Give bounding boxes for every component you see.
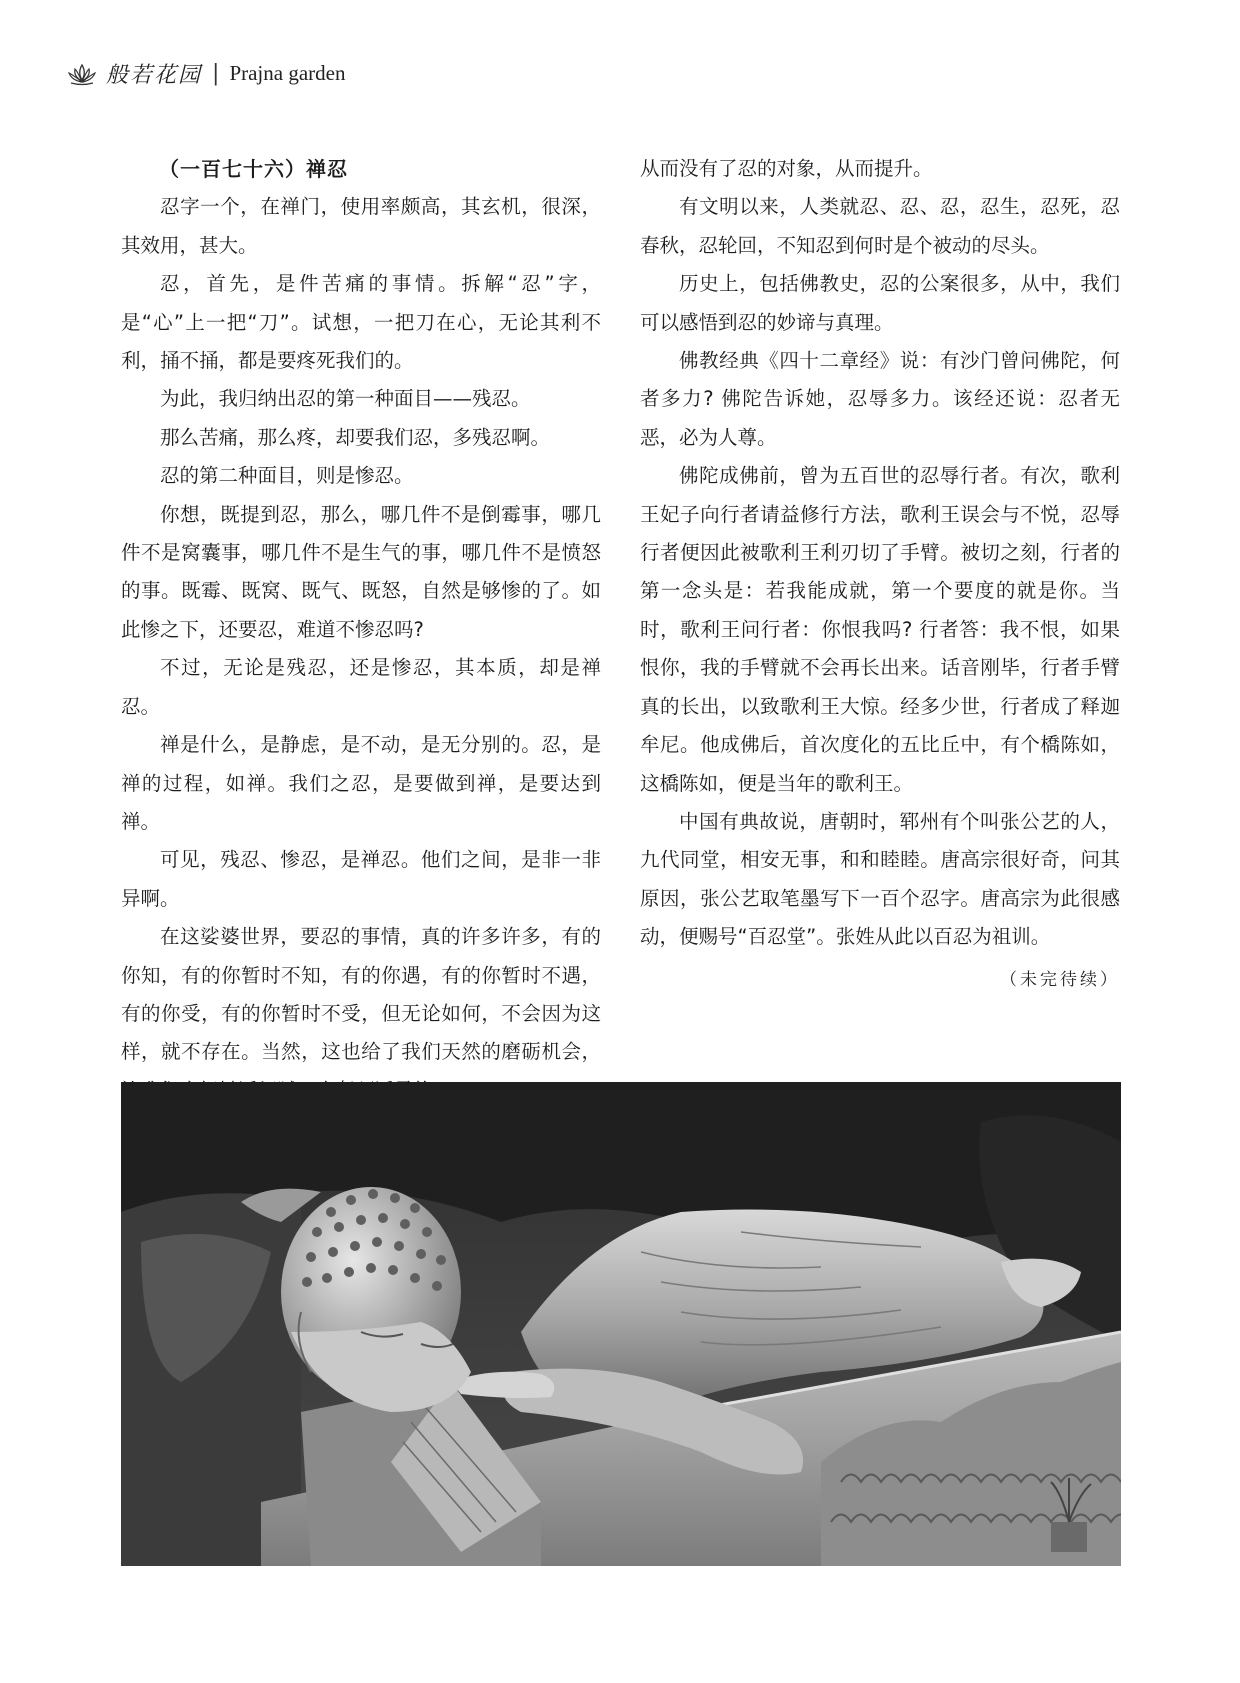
- magazine-title-en: Prajna garden: [229, 61, 346, 85]
- paragraph: 为此，我归纳出忍的第一种面目——残忍。: [160, 387, 531, 411]
- paragraph: 禅是什么，是静虑，是不动，是无分别的。忍，是禅的过程，如禅。我们之忍，是要做到禅，是要达到禅。: [121, 733, 601, 833]
- paragraph: 忍，首先，是件苦痛的事情。拆解“忍”字，是“心”上一把“刀”。试想，一把刀在心，无论其利不利，捅不捅，都是要疼死我们的。: [121, 272, 601, 373]
- paragraph-continuation: 从而没有了忍的对象，从而提升。: [640, 157, 933, 180]
- paragraph: 可见，残忍、惨忍，是禅忍。他们之间，是非一非异啊。: [121, 848, 601, 910]
- paragraph: 佛教经典《四十二章经》说：有沙门曾问佛陀，何者多力? 佛陀告诉她，忍辱多力。该经还说：忍者无恶，必为人尊。: [640, 349, 1120, 449]
- paragraph: 忍字一个，在禅门，使用率颇高，其玄机，很深，其效用，甚大。: [121, 195, 601, 257]
- paragraph: 有文明以来，人类就忍、忍、忍，忍生，忍死，忍春秋，忍轮回，不知忍到何时是个被动的尽头。: [640, 195, 1120, 257]
- right-column: [640, 150, 1120, 999]
- to-be-continued-note: （未完待续）: [1000, 969, 1120, 990]
- header-separator: |: [212, 61, 220, 86]
- page-header: [66, 58, 345, 89]
- lotus-icon: [66, 62, 98, 86]
- left-column: [121, 150, 601, 1110]
- paragraph: 那么苦痛，那么疼，却要我们忍，多残忍啊。: [160, 425, 551, 449]
- paragraph: 历史上，包括佛教史，忍的公案很多，从中，我们可以感悟到忍的妙谛与真理。: [640, 272, 1120, 334]
- magazine-title-cn: 般若花园: [106, 63, 203, 88]
- paragraph: 在这娑婆世界，要忍的事情，真的许多许多，有的你知，有的你暂时不知，有的你遇，有的你暂时不遇，有的你受，有的你暂时不受，但无论如何，不会因为这样，就不存在。当然，这也给了我们天然的磨砺机会，: [121, 925, 601, 1064]
- paragraph: 佛陀成佛前，曾为五百世的忍辱行者。有次，歌利王妃子向行者请益修行方法，歌利王误会与不悦，忍辱行者便因此被歌利王利刃切了手臂。被切之刻，行者的第一念头是：若我能成就，第一个要度的就是你。当时，歌利王问行者：你恨我吗? 行者答：我不恨，如果恨你，我的手臂就不会再长出来。话音刚毕，行者手臂真的长出，以致歌利王大惊。经多少世，行者成了释迦牟尼。他成佛后，首次度化的五比丘中，有个橋陈如，这橋陈如，便是当年的歌利王。: [640, 464, 1120, 795]
- paragraph: 中国有典故说，唐朝时，郓州有个叫张公艺的人，九代同堂，相安无事，和和睦睦。唐高宗很好奇，问其原因，张公艺取笔墨写下一百个忍字。唐高宗为此很感动，便赐号“百忍堂”。张姓从此以百忍为祖训。: [640, 809, 1120, 949]
- reclining-buddha-photo: [121, 1082, 1121, 1566]
- article-heading: （一百七十六）禅忍: [159, 157, 348, 181]
- paragraph: 不过，无论是残忍，还是惨忍，其本质，却是禅忍。: [121, 656, 601, 718]
- paragraph: 忍的第二种面目，则是惨忍。: [160, 464, 414, 488]
- paragraph: 你想，既提到忍，那么，哪几件不是倒霉事，哪几件不是窝囊事，哪几件不是生气的事，哪几件不是愤怒的事。既霉、既窝、既气、既怒，自然是够惨的了。如此惨之下，还要忍，难道不惨忍吗?: [121, 502, 601, 641]
- reclining-buddha-illustration: [121, 1082, 1121, 1566]
